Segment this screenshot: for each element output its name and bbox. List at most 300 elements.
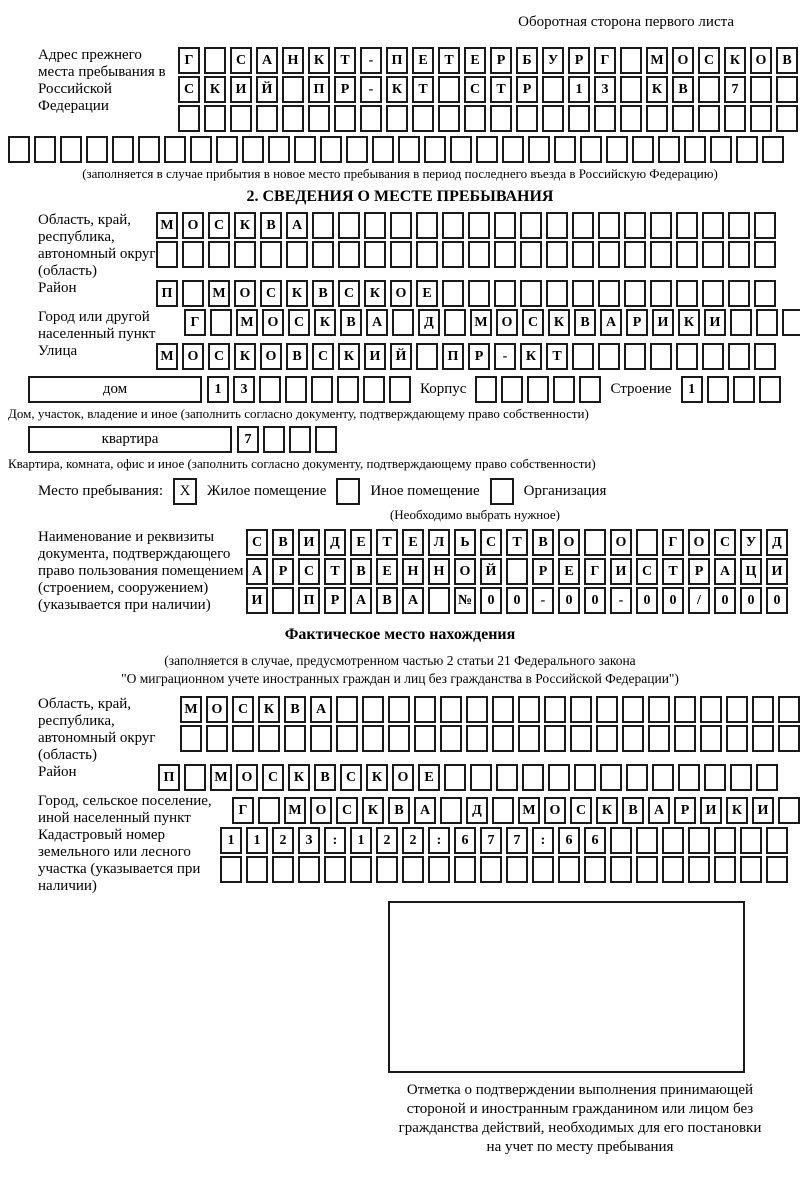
actual-location-title: Фактическое место нахождения bbox=[284, 626, 516, 643]
char-cell bbox=[496, 764, 518, 791]
char-cell bbox=[184, 764, 206, 791]
char-cell: Е bbox=[416, 280, 438, 307]
char-cell: Р bbox=[688, 558, 710, 585]
char-cell bbox=[390, 241, 412, 268]
char-cell bbox=[284, 725, 306, 752]
cell-row-prev-address-3 bbox=[178, 105, 798, 132]
cell-row-city bbox=[184, 309, 800, 336]
char-cell bbox=[259, 376, 281, 403]
char-cell: В bbox=[376, 587, 398, 614]
char-cell: М bbox=[156, 343, 178, 370]
char-cell: Д bbox=[766, 529, 788, 556]
char-cell bbox=[258, 797, 280, 824]
char-cell bbox=[698, 105, 720, 132]
char-cell: К bbox=[314, 309, 336, 336]
char-cell bbox=[320, 136, 342, 163]
char-cell: Б bbox=[516, 47, 538, 74]
korpus-label: Корпус bbox=[420, 381, 467, 397]
char-cell: - bbox=[360, 47, 382, 74]
char-cell: К bbox=[204, 76, 226, 103]
stay-type-note: (Необходимо выбрать нужное) bbox=[389, 507, 561, 522]
char-cell: Р bbox=[468, 343, 490, 370]
char-cell bbox=[490, 105, 512, 132]
char-cell: М bbox=[210, 764, 232, 791]
char-cell bbox=[182, 241, 204, 268]
char-cell bbox=[440, 725, 462, 752]
char-cell: И bbox=[298, 529, 320, 556]
char-cell bbox=[494, 241, 516, 268]
cell-row-street bbox=[156, 343, 776, 370]
char-cell: 0 bbox=[636, 587, 658, 614]
char-cell bbox=[759, 376, 781, 403]
char-cell bbox=[60, 136, 82, 163]
char-cell: А bbox=[648, 797, 670, 824]
char-cell bbox=[522, 764, 544, 791]
cell-row-stroenie bbox=[681, 376, 781, 403]
char-cell bbox=[548, 764, 570, 791]
char-cell: В bbox=[622, 797, 644, 824]
char-cell: Р bbox=[324, 587, 346, 614]
char-cell: Т bbox=[324, 558, 346, 585]
char-cell: В bbox=[312, 280, 334, 307]
char-cell: 1 bbox=[207, 376, 229, 403]
char-cell bbox=[572, 212, 594, 239]
char-cell bbox=[492, 725, 514, 752]
char-cell: К bbox=[386, 76, 408, 103]
char-cell bbox=[728, 212, 750, 239]
char-cell: Л bbox=[428, 529, 450, 556]
char-cell: Г bbox=[594, 47, 616, 74]
char-cell: 1 bbox=[568, 76, 590, 103]
char-cell: К bbox=[338, 343, 360, 370]
char-cell: П bbox=[156, 280, 178, 307]
char-cell: 1 bbox=[246, 827, 268, 854]
char-cell bbox=[506, 856, 528, 883]
confirmation-caption-line-3: гражданства действий, необходимых для его постановки bbox=[398, 1120, 762, 1136]
char-cell bbox=[662, 827, 684, 854]
char-cell: К bbox=[308, 47, 330, 74]
char-cell bbox=[662, 856, 684, 883]
char-cell bbox=[494, 280, 516, 307]
char-cell: № bbox=[454, 587, 476, 614]
char-cell: В bbox=[286, 343, 308, 370]
char-cell: Т bbox=[334, 47, 356, 74]
char-cell: - bbox=[610, 587, 632, 614]
actual-region-label: Область, край, республика, автономный округ (область) bbox=[38, 696, 156, 763]
char-cell: К bbox=[678, 309, 700, 336]
char-cell bbox=[362, 725, 384, 752]
char-cell bbox=[636, 856, 658, 883]
char-cell: А bbox=[600, 309, 622, 336]
char-cell: Р bbox=[516, 76, 538, 103]
char-cell: С bbox=[336, 797, 358, 824]
char-cell: У bbox=[542, 47, 564, 74]
char-cell bbox=[286, 241, 308, 268]
char-cell bbox=[506, 558, 528, 585]
char-cell: С bbox=[260, 280, 282, 307]
char-cell bbox=[412, 105, 434, 132]
char-cell: Г bbox=[584, 558, 606, 585]
cell-row-cadastral-1 bbox=[220, 827, 788, 854]
char-cell bbox=[414, 696, 436, 723]
char-cell bbox=[386, 105, 408, 132]
char-cell bbox=[624, 212, 646, 239]
char-cell bbox=[702, 280, 724, 307]
char-cell bbox=[672, 105, 694, 132]
char-cell bbox=[442, 280, 464, 307]
char-cell: М bbox=[518, 797, 540, 824]
char-cell: У bbox=[740, 529, 762, 556]
char-cell: К bbox=[548, 309, 570, 336]
char-cell bbox=[688, 856, 710, 883]
char-cell: О bbox=[182, 212, 204, 239]
char-cell bbox=[178, 105, 200, 132]
option-other-premises-label: Иное помещение bbox=[370, 483, 480, 499]
char-cell bbox=[740, 827, 762, 854]
char-cell: О bbox=[544, 797, 566, 824]
char-cell: 7 bbox=[480, 827, 502, 854]
char-cell bbox=[568, 105, 590, 132]
field-ownership-document bbox=[8, 529, 792, 616]
char-cell: К bbox=[258, 696, 280, 723]
char-cell bbox=[520, 241, 542, 268]
char-cell bbox=[501, 376, 523, 403]
char-cell: 0 bbox=[584, 587, 606, 614]
city-label: Город или другой населенный пункт bbox=[38, 309, 156, 342]
char-cell bbox=[648, 725, 670, 752]
char-cell: 2 bbox=[402, 827, 424, 854]
char-cell bbox=[424, 136, 446, 163]
char-cell bbox=[704, 764, 726, 791]
char-cell bbox=[702, 241, 724, 268]
apartment-note: Квартира, комната, офис и иное (заполнить согласно документу, подтверждающему право собственности) bbox=[8, 456, 596, 471]
char-cell: Р bbox=[626, 309, 648, 336]
char-cell bbox=[440, 696, 462, 723]
char-cell bbox=[688, 827, 710, 854]
char-cell bbox=[546, 241, 568, 268]
char-cell bbox=[782, 309, 800, 336]
char-cell bbox=[518, 696, 540, 723]
field-actual-city bbox=[8, 793, 792, 827]
char-cell bbox=[315, 426, 337, 453]
char-cell bbox=[346, 136, 368, 163]
field-region bbox=[8, 212, 792, 280]
char-cell: Г bbox=[184, 309, 206, 336]
char-cell bbox=[289, 426, 311, 453]
char-cell: С bbox=[522, 309, 544, 336]
char-cell: О bbox=[206, 696, 228, 723]
char-cell bbox=[324, 856, 346, 883]
char-cell bbox=[574, 764, 596, 791]
char-cell bbox=[182, 280, 204, 307]
char-cell: : bbox=[532, 827, 554, 854]
char-cell bbox=[312, 241, 334, 268]
char-cell bbox=[620, 47, 642, 74]
char-cell bbox=[702, 343, 724, 370]
char-cell: 3 bbox=[594, 76, 616, 103]
char-cell bbox=[778, 797, 800, 824]
char-cell: В bbox=[350, 558, 372, 585]
char-cell bbox=[206, 725, 228, 752]
stay-type-row bbox=[38, 478, 792, 505]
char-cell: О bbox=[260, 343, 282, 370]
char-cell bbox=[676, 241, 698, 268]
char-cell bbox=[620, 76, 642, 103]
char-cell: А bbox=[366, 309, 388, 336]
char-cell bbox=[572, 241, 594, 268]
char-cell: Е bbox=[418, 764, 440, 791]
cell-row-prev-address-2 bbox=[178, 76, 798, 103]
char-cell: А bbox=[256, 47, 278, 74]
cadastral-number-label: Кадастровый номер земельного или лесного участка (указывается при наличии) bbox=[38, 827, 201, 894]
section2-title: 2. СВЕДЕНИЯ О МЕСТЕ ПРЕБЫВАНИЯ bbox=[246, 188, 554, 205]
char-cell bbox=[676, 212, 698, 239]
char-cell bbox=[776, 105, 798, 132]
previous-address-note: (заполняется в случае прибытия в новое место пребывания в период последнего въезда в Российскую Федерацию) bbox=[82, 166, 718, 181]
char-cell: Е bbox=[376, 558, 398, 585]
char-cell bbox=[558, 856, 580, 883]
char-cell: / bbox=[688, 587, 710, 614]
char-cell bbox=[726, 725, 748, 752]
char-cell: 2 bbox=[272, 827, 294, 854]
char-cell: 3 bbox=[233, 376, 255, 403]
char-cell: 0 bbox=[480, 587, 502, 614]
char-cell: О bbox=[262, 309, 284, 336]
field-city bbox=[8, 309, 792, 343]
char-cell bbox=[376, 856, 398, 883]
char-cell bbox=[624, 280, 646, 307]
char-cell bbox=[674, 725, 696, 752]
char-cell bbox=[756, 309, 778, 336]
char-cell bbox=[754, 241, 776, 268]
char-cell: Е bbox=[558, 558, 580, 585]
char-cell: М bbox=[646, 47, 668, 74]
char-cell bbox=[246, 856, 268, 883]
char-cell bbox=[312, 212, 334, 239]
char-cell: К bbox=[288, 764, 310, 791]
actual-location-note-2: "О миграционном учете иностранных граждан и лиц без гражданства в Российской Федерации") bbox=[121, 671, 679, 686]
house-note: Дом, участок, владение и иное (заполнить согласно документу, подтверждающему право собственности) bbox=[8, 406, 589, 421]
char-cell: И bbox=[610, 558, 632, 585]
char-cell: Р bbox=[532, 558, 554, 585]
char-cell bbox=[310, 725, 332, 752]
char-cell bbox=[542, 105, 564, 132]
char-cell: М bbox=[470, 309, 492, 336]
char-cell bbox=[736, 136, 758, 163]
char-cell bbox=[678, 764, 700, 791]
char-cell: О bbox=[688, 529, 710, 556]
char-cell: О bbox=[182, 343, 204, 370]
char-cell bbox=[8, 136, 30, 163]
char-cell bbox=[444, 764, 466, 791]
char-cell: И bbox=[704, 309, 726, 336]
char-cell bbox=[584, 856, 606, 883]
char-cell bbox=[272, 587, 294, 614]
field-previous-address bbox=[8, 47, 792, 134]
actual-city-label: Город, сельское поселение, иной населенный пункт bbox=[38, 793, 212, 826]
char-cell: Е bbox=[350, 529, 372, 556]
char-cell: В bbox=[314, 764, 336, 791]
char-cell: 0 bbox=[662, 587, 684, 614]
region-label: Область, край, республика, автономный округ (область) bbox=[38, 212, 156, 279]
char-cell: 0 bbox=[766, 587, 788, 614]
char-cell: П bbox=[298, 587, 320, 614]
char-cell: Ь bbox=[454, 529, 476, 556]
char-cell bbox=[470, 764, 492, 791]
char-cell bbox=[570, 696, 592, 723]
cell-row-region-1 bbox=[156, 212, 776, 239]
confirmation-stamp-box bbox=[388, 901, 745, 1073]
previous-address-label: Адрес прежнего места пребывания в Российской Федерации bbox=[38, 47, 166, 114]
char-cell bbox=[520, 280, 542, 307]
district-label: Район bbox=[38, 280, 77, 296]
char-cell bbox=[311, 376, 333, 403]
cell-row-document-2 bbox=[246, 558, 788, 585]
char-cell bbox=[598, 241, 620, 268]
char-cell bbox=[138, 136, 160, 163]
char-cell bbox=[440, 797, 462, 824]
char-cell bbox=[728, 343, 750, 370]
char-cell bbox=[208, 241, 230, 268]
char-cell bbox=[338, 241, 360, 268]
char-cell bbox=[528, 136, 550, 163]
char-cell bbox=[180, 725, 202, 752]
apartment-row bbox=[28, 426, 792, 453]
char-cell: 6 bbox=[584, 827, 606, 854]
char-cell bbox=[584, 529, 606, 556]
stroenie-label: Строение bbox=[610, 381, 672, 397]
char-cell: П bbox=[386, 47, 408, 74]
char-cell bbox=[750, 105, 772, 132]
char-cell: О bbox=[610, 529, 632, 556]
checkbox-organization bbox=[490, 478, 514, 505]
char-cell: Н bbox=[282, 47, 304, 74]
char-cell: А bbox=[310, 696, 332, 723]
char-cell bbox=[610, 827, 632, 854]
char-cell bbox=[398, 136, 420, 163]
char-cell bbox=[676, 280, 698, 307]
cell-row-prev-address-4 bbox=[8, 136, 792, 163]
char-cell: 1 bbox=[681, 376, 703, 403]
char-cell bbox=[388, 725, 410, 752]
char-cell bbox=[392, 309, 414, 336]
char-cell bbox=[416, 241, 438, 268]
char-cell bbox=[750, 76, 772, 103]
char-cell bbox=[648, 696, 670, 723]
char-cell: С bbox=[312, 343, 334, 370]
cell-row-actual-district bbox=[158, 764, 778, 791]
char-cell: Т bbox=[412, 76, 434, 103]
char-cell bbox=[298, 856, 320, 883]
char-cell: 0 bbox=[558, 587, 580, 614]
char-cell: Д bbox=[324, 529, 346, 556]
char-cell bbox=[220, 856, 242, 883]
char-cell: 1 bbox=[350, 827, 372, 854]
char-cell: С bbox=[714, 529, 736, 556]
char-cell bbox=[752, 725, 774, 752]
checkbox-other-premises bbox=[336, 478, 360, 505]
char-cell bbox=[714, 856, 736, 883]
char-cell bbox=[337, 376, 359, 403]
char-cell bbox=[600, 764, 622, 791]
char-cell: К bbox=[646, 76, 668, 103]
char-cell: 3 bbox=[298, 827, 320, 854]
char-cell bbox=[204, 47, 226, 74]
stay-type-label: Место пребывания: bbox=[38, 483, 163, 499]
char-cell bbox=[572, 343, 594, 370]
char-cell: Р bbox=[272, 558, 294, 585]
confirmation-caption-line-2: стороной и иностранным гражданином или лицом без bbox=[406, 1101, 754, 1117]
char-cell: О bbox=[234, 280, 256, 307]
char-cell: С bbox=[208, 212, 230, 239]
cell-row-cadastral-2 bbox=[220, 856, 788, 883]
char-cell: Н bbox=[402, 558, 424, 585]
char-cell: В bbox=[672, 76, 694, 103]
char-cell bbox=[466, 725, 488, 752]
char-cell bbox=[450, 136, 472, 163]
char-cell bbox=[360, 105, 382, 132]
char-cell bbox=[620, 105, 642, 132]
char-cell: Й bbox=[390, 343, 412, 370]
char-cell bbox=[336, 725, 358, 752]
char-cell: Т bbox=[546, 343, 568, 370]
char-cell bbox=[544, 696, 566, 723]
char-cell: Д bbox=[418, 309, 440, 336]
char-cell bbox=[372, 136, 394, 163]
char-cell: К bbox=[724, 47, 746, 74]
char-cell: : bbox=[324, 827, 346, 854]
char-cell: К bbox=[596, 797, 618, 824]
field-district bbox=[8, 280, 792, 309]
char-cell bbox=[527, 376, 549, 403]
cell-row-document-1 bbox=[246, 529, 788, 556]
char-cell bbox=[388, 696, 410, 723]
cell-row-apartment bbox=[237, 426, 337, 453]
char-cell bbox=[740, 856, 762, 883]
char-cell: В bbox=[340, 309, 362, 336]
char-cell: 0 bbox=[714, 587, 736, 614]
char-cell bbox=[234, 241, 256, 268]
char-cell: Т bbox=[376, 529, 398, 556]
char-cell bbox=[336, 696, 358, 723]
char-cell: К bbox=[366, 764, 388, 791]
char-cell bbox=[216, 136, 238, 163]
char-cell bbox=[468, 280, 490, 307]
char-cell bbox=[263, 426, 285, 453]
char-cell: А bbox=[714, 558, 736, 585]
option-organization-label: Организация bbox=[523, 483, 607, 499]
char-cell: П bbox=[308, 76, 330, 103]
confirmation-caption-line-1: Отметка о подтверждении выполнения принимающей bbox=[406, 1082, 754, 1098]
char-cell bbox=[624, 343, 646, 370]
char-cell bbox=[546, 212, 568, 239]
char-cell bbox=[778, 696, 800, 723]
char-cell: Г bbox=[178, 47, 200, 74]
char-cell: О bbox=[390, 280, 412, 307]
char-cell bbox=[650, 241, 672, 268]
char-cell bbox=[622, 725, 644, 752]
char-cell bbox=[464, 105, 486, 132]
cell-row-document-3 bbox=[246, 587, 788, 614]
char-cell: Р bbox=[674, 797, 696, 824]
page-header: Оборотная сторона первого листа bbox=[518, 14, 734, 30]
char-cell: Й bbox=[480, 558, 502, 585]
char-cell bbox=[204, 105, 226, 132]
char-cell bbox=[650, 280, 672, 307]
char-cell bbox=[632, 136, 654, 163]
apartment-box: квартира bbox=[28, 426, 232, 453]
char-cell: И bbox=[364, 343, 386, 370]
